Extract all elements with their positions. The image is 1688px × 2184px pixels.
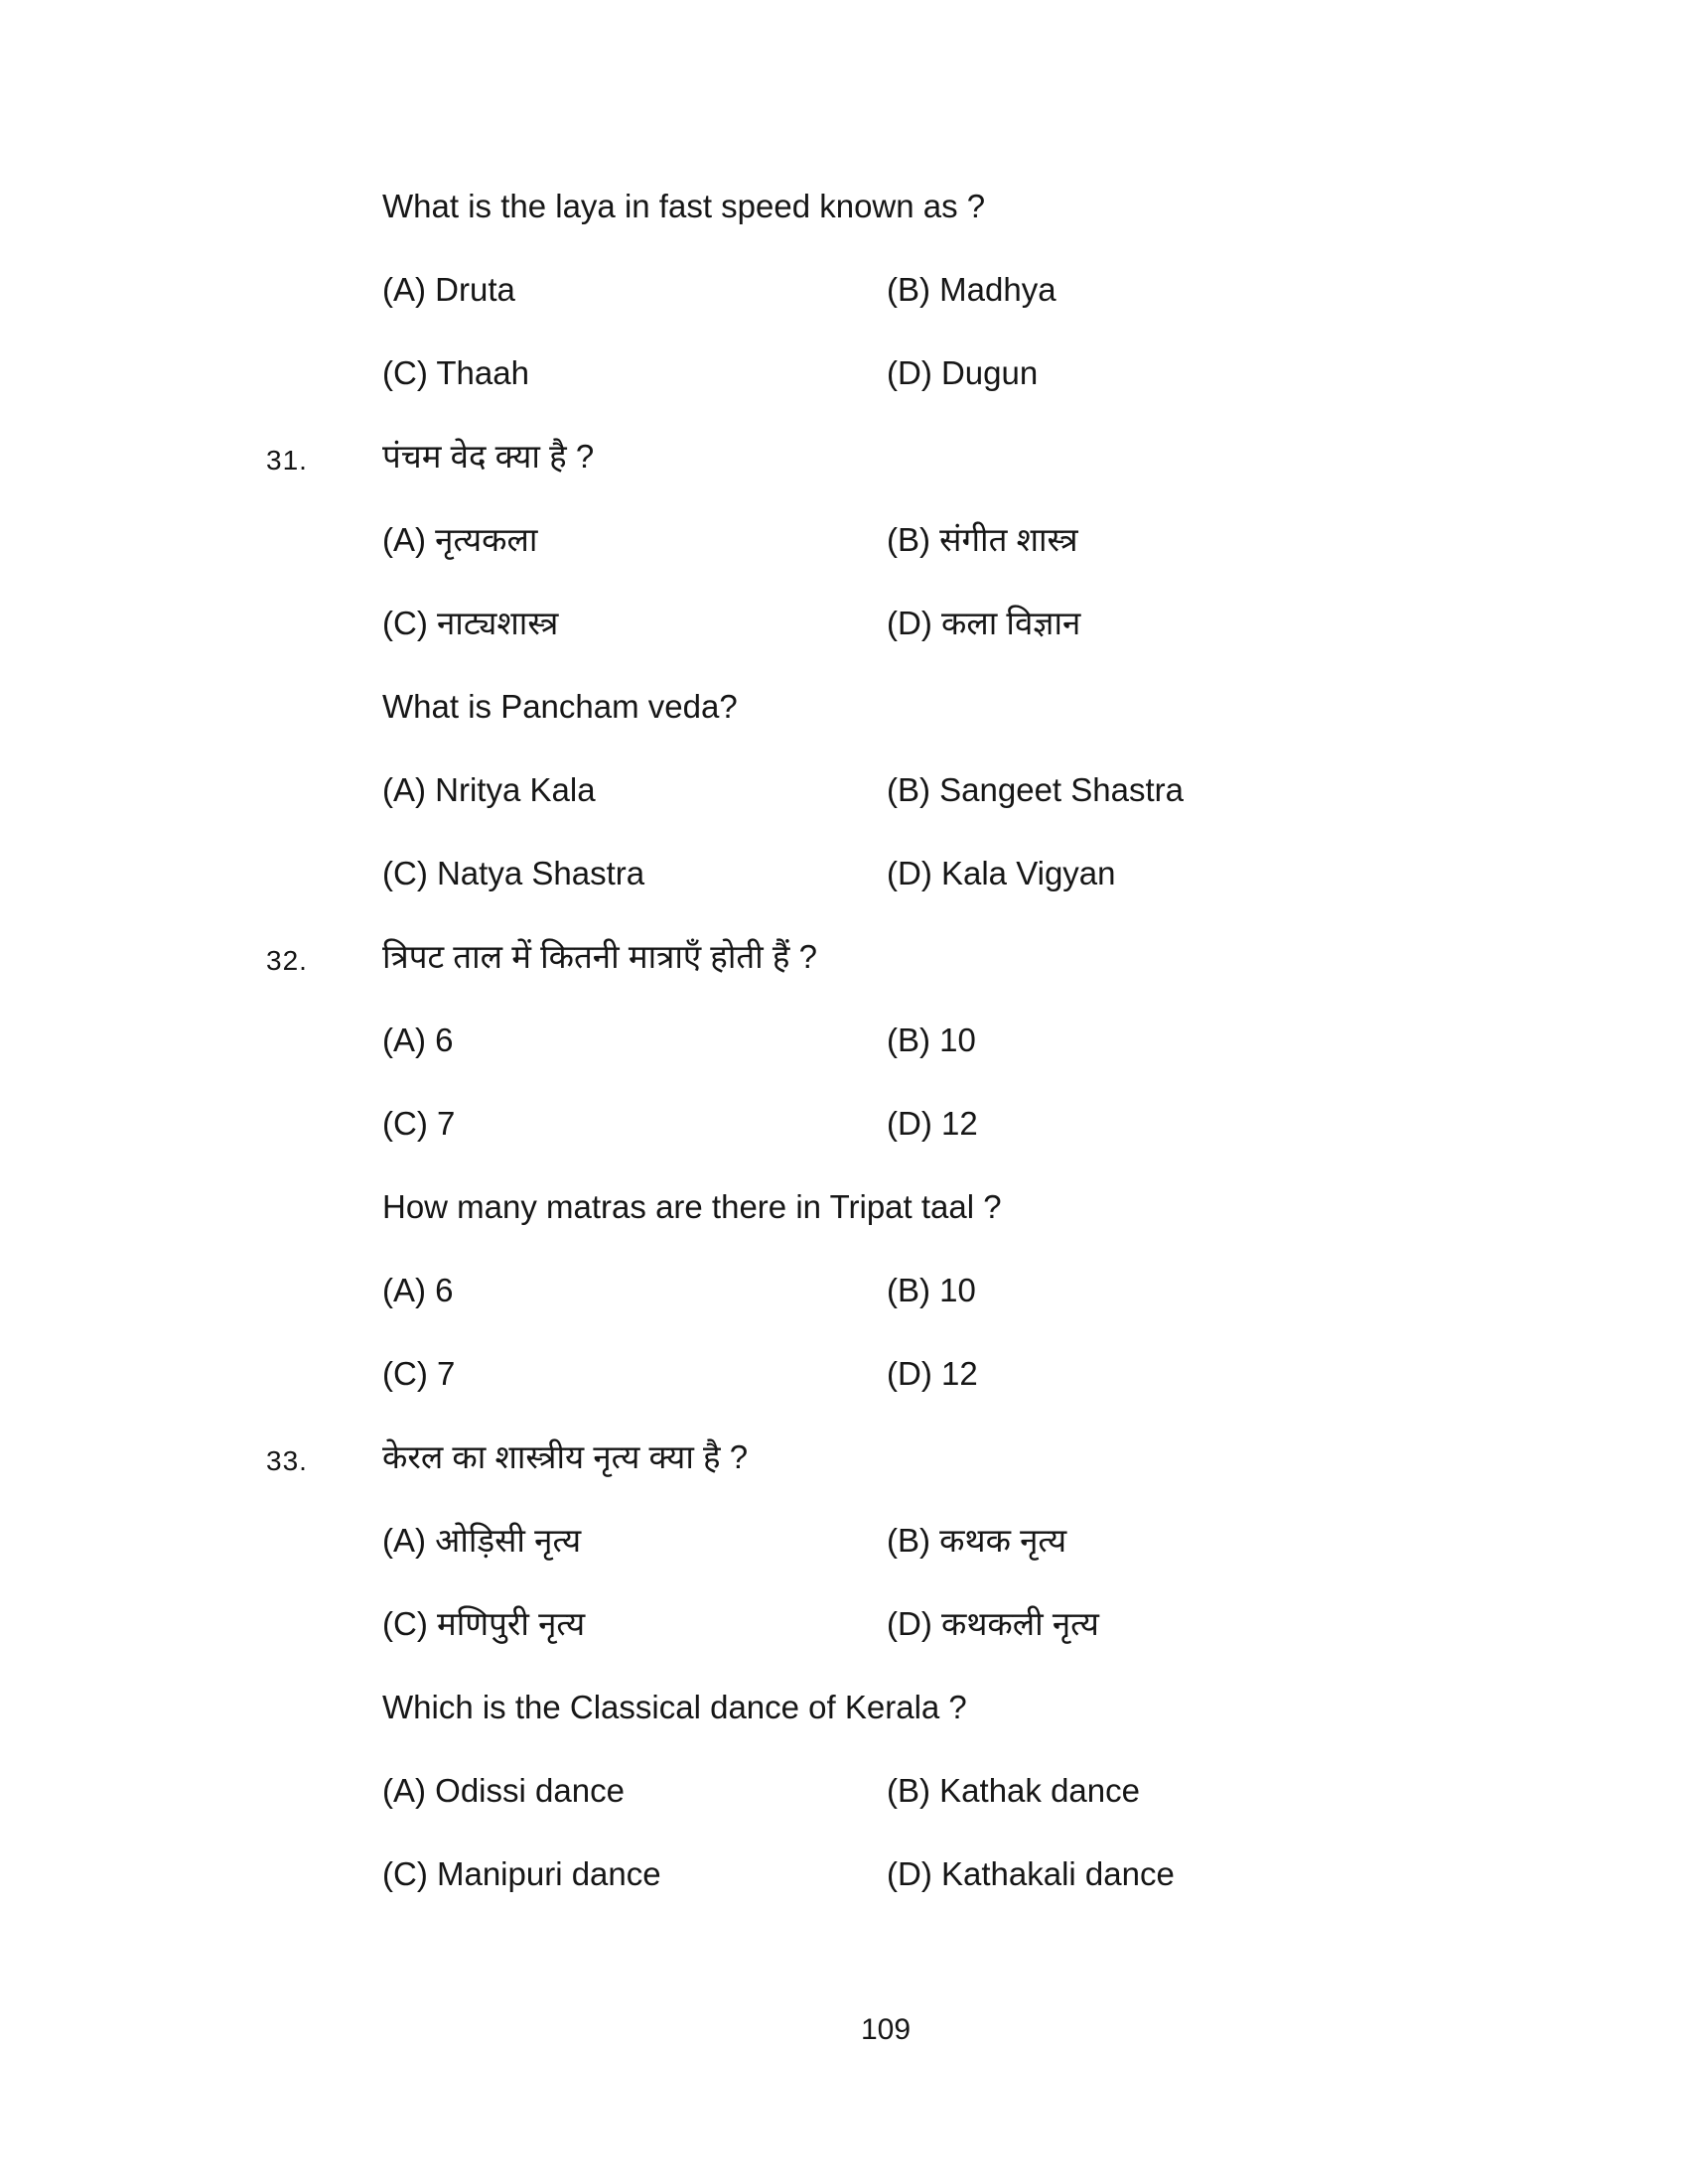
page-number: 109 <box>861 2013 912 2046</box>
options-row-ab <box>0 522 1688 606</box>
question-text: What is the laya in fast speed known as ? <box>382 188 986 224</box>
option-d: (D) Kathakali dance <box>887 1855 1175 1892</box>
option-b: (B) 10 <box>887 1272 976 1308</box>
question-text: केरल का शास्त्रीय नृत्य क्या है ? <box>382 1438 749 1475</box>
option-c: (C) नाट्यशास्त्र <box>382 605 559 641</box>
option-d: (D) Dugun <box>887 354 1039 391</box>
options-row-cd <box>0 1856 1688 1940</box>
option-b: (B) 10 <box>887 1022 976 1058</box>
question-block-32-english <box>0 1189 1688 1273</box>
option-c: (C) Manipuri dance <box>382 1855 661 1892</box>
option-d: (D) कथकली नृत्य <box>887 1605 1099 1642</box>
option-b: (B) कथक नृत्य <box>887 1522 1067 1559</box>
questions-area <box>0 189 1688 1940</box>
question-block-laya-english <box>0 189 1688 272</box>
option-a: (A) 6 <box>382 1272 454 1308</box>
options-row-cd <box>0 1356 1688 1439</box>
option-b: (B) संगीत शास्त्र <box>887 521 1078 558</box>
option-d: (D) कला विज्ञान <box>887 605 1081 641</box>
question-text: त्रिपट ताल में कितनी मात्राएँ होती हैं ? <box>382 938 817 975</box>
question-number: 33. <box>266 1445 308 1476</box>
options-row-cd <box>0 1106 1688 1189</box>
option-a: (A) Nritya Kala <box>382 771 596 808</box>
question-text: What is Pancham veda? <box>382 688 738 725</box>
question-block-31-english <box>0 689 1688 772</box>
options-row-ab <box>0 1273 1688 1356</box>
option-d: (D) Kala Vigyan <box>887 855 1116 891</box>
question-number: 31. <box>266 445 308 476</box>
option-a: (A) 6 <box>382 1022 454 1058</box>
question-text: How many matras are there in Tripat taal ? <box>382 1188 1002 1225</box>
option-b: (B) Kathak dance <box>887 1772 1140 1809</box>
options-row-ab <box>0 1023 1688 1106</box>
options-row-cd <box>0 355 1688 439</box>
options-row-cd <box>0 606 1688 689</box>
question-text: पंचम वेद क्या है ? <box>382 438 595 475</box>
option-c: (C) Thaah <box>382 354 529 391</box>
option-c: (C) 7 <box>382 1105 456 1142</box>
options-row-ab <box>0 772 1688 856</box>
option-a: (A) Odissi dance <box>382 1772 625 1809</box>
options-row-ab <box>0 272 1688 355</box>
question-block-33-english <box>0 1690 1688 1773</box>
option-d: (D) 12 <box>887 1355 978 1392</box>
options-row-ab <box>0 1523 1688 1606</box>
options-row-cd <box>0 856 1688 939</box>
question-block-33-hindi <box>0 1439 1688 1523</box>
option-c: (C) Natya Shastra <box>382 855 645 891</box>
options-row-cd <box>0 1606 1688 1690</box>
question-number: 32. <box>266 945 308 976</box>
question-block-32-hindi <box>0 939 1688 1023</box>
option-d: (D) 12 <box>887 1105 978 1142</box>
option-c: (C) मणिपुरी नृत्य <box>382 1605 586 1642</box>
question-text: Which is the Classical dance of Kerala ? <box>382 1689 967 1725</box>
option-b: (B) Sangeet Shastra <box>887 771 1184 808</box>
question-block-31-hindi <box>0 439 1688 522</box>
option-a: (A) ओड़िसी नृत्य <box>382 1522 582 1559</box>
option-c: (C) 7 <box>382 1355 456 1392</box>
option-b: (B) Madhya <box>887 271 1056 308</box>
option-a: (A) Druta <box>382 271 515 308</box>
option-a: (A) नृत्यकला <box>382 521 538 558</box>
options-row-ab <box>0 1773 1688 1856</box>
